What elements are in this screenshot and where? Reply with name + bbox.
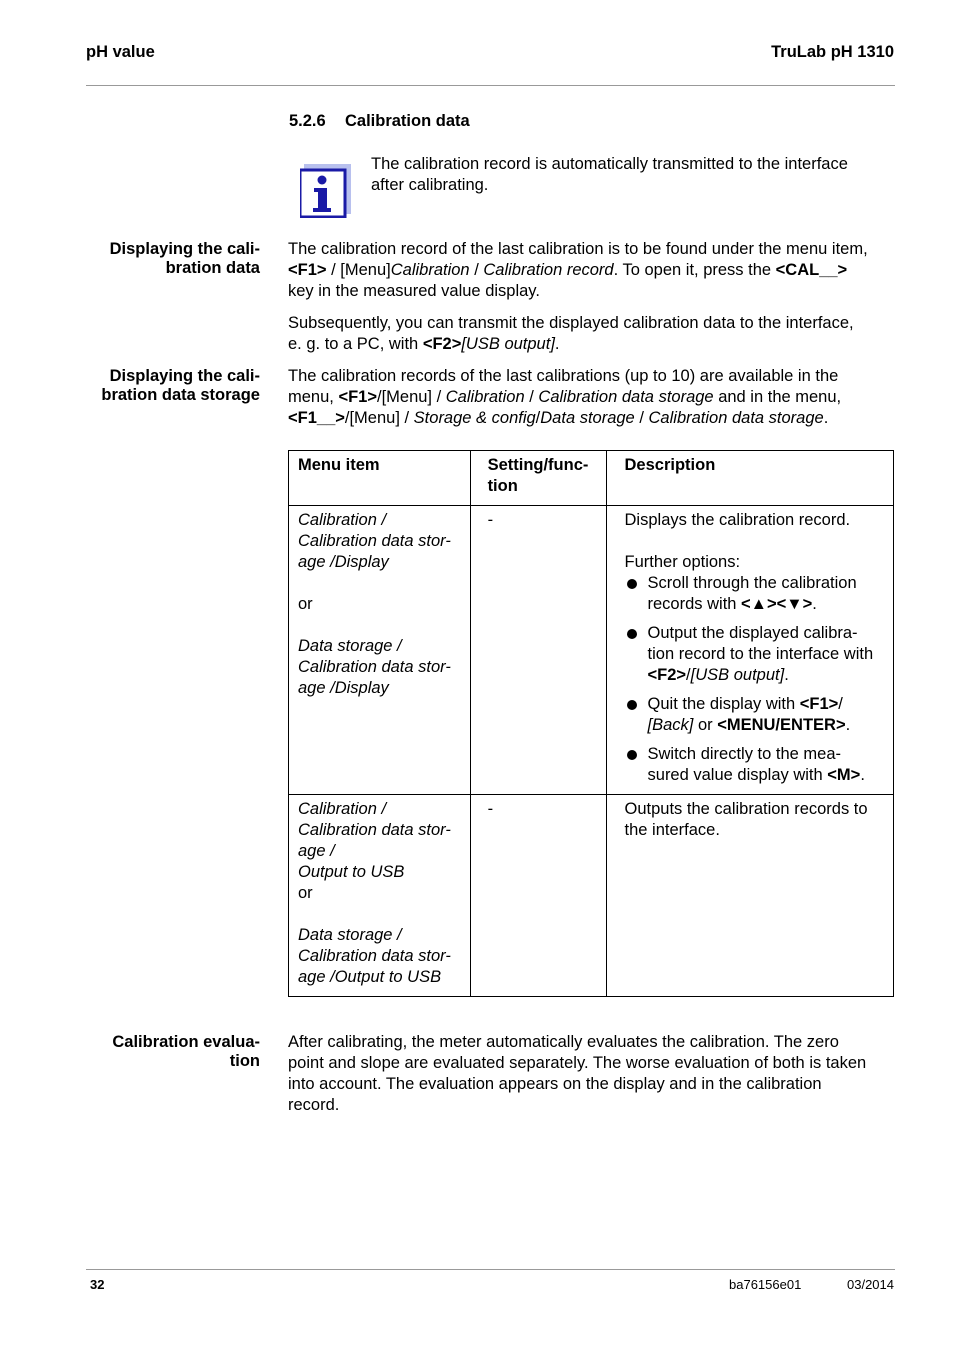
header-section-title: pH value [86,43,155,61]
table-header-setting: Setting/func- tion [470,451,606,506]
table-cell-setting: - [470,506,606,795]
bullet-icon [627,629,637,639]
info-note: The calibration record is automatically transmitted to the interface after calibrating. [371,155,848,194]
table-row [289,506,894,795]
list-item: Output the displayed calibra- tion record to the interface with <F2>/[USB output]. [625,623,884,686]
table-cell-description: Outputs the calibration records to the interface. [606,795,893,997]
document-date: 03/2014 [847,1277,894,1292]
paragraph-displaying-data: The calibration record of the last calibration is to be found under the menu item, <F1> / [Menu]Calibration / Calibration record. To open it, press the <CAL__> key in the measured value display. [288,240,868,300]
table-header-menu-item: Menu item [289,451,471,506]
side-heading-evaluation: Calibration evalua- tion [112,1033,260,1070]
info-icon [300,164,351,218]
header-product-name: TruLab pH 1310 [771,43,894,61]
footer-rule [86,1269,895,1270]
table-cell-menu-item: Calibration / Calibration data stor- age / Output to USB or Data storage / Calibration data stor- age /Output to USB [289,795,471,997]
list-item: Switch directly to the mea- sured value display with <M>. [625,744,884,786]
section-number: 5.2.6 [289,112,326,130]
table-header-description: Description [606,451,893,506]
bullet-icon [627,750,637,760]
list-item: Quit the display with <F1>/ [Back] or <MENU/ENTER>. [625,694,884,736]
table-cell-setting: - [470,795,606,997]
menu-table [288,450,894,997]
document-number: ba76156e01 [729,1277,802,1292]
options-list [625,573,884,786]
table-row [289,795,894,997]
list-item: Scroll through the calibration records with <▲><▼>. [625,573,884,615]
paragraph-evaluation: After calibrating, the meter automatically evaluates the calibration. The zero point and slope are evaluated separately. The worse evaluation of both is taken into account. The evaluation appears on the display and in the calibration record. [288,1033,867,1114]
side-heading-displaying-data: Displaying the cali- bration data [109,240,260,277]
table-header-row [289,451,894,506]
paragraph-displaying-storage: The calibration records of the last calibrations (up to 10) are available in the menu, <F1>/[Menu] / Calibration / Calibration data storage and in the menu, <F1__>/[Menu] / Storage & config/Data storage / Calibration data storage. [288,367,842,427]
section-heading [289,112,470,131]
header-rule [86,85,895,86]
paragraph-transmit-data: Subsequently, you can transmit the displayed calibration data to the interface, e. g. to a PC, with <F2>[USB output]. [288,314,854,353]
bullet-icon [627,579,637,589]
table-cell-menu-item: Calibration / Calibration data stor- age /Display or Data storage / Calibration data stor- age /Display [289,506,471,795]
bullet-icon [627,700,637,710]
page-number: 32 [90,1277,105,1292]
section-title: Calibration data [345,112,470,130]
table-cell-description: Displays the calibration record. Further options: Scroll through the calibration records with <▲><▼>. Output the displayed calibra- tion record to the interface with <F2>/[USB output]. Quit the display with <F1>/ [Back] or <MENU/ENTER>. Switch directly to the mea- sured value display with <M>. [606,506,893,795]
side-heading-displaying-storage: Displaying the cali- bration data storage [101,367,260,404]
